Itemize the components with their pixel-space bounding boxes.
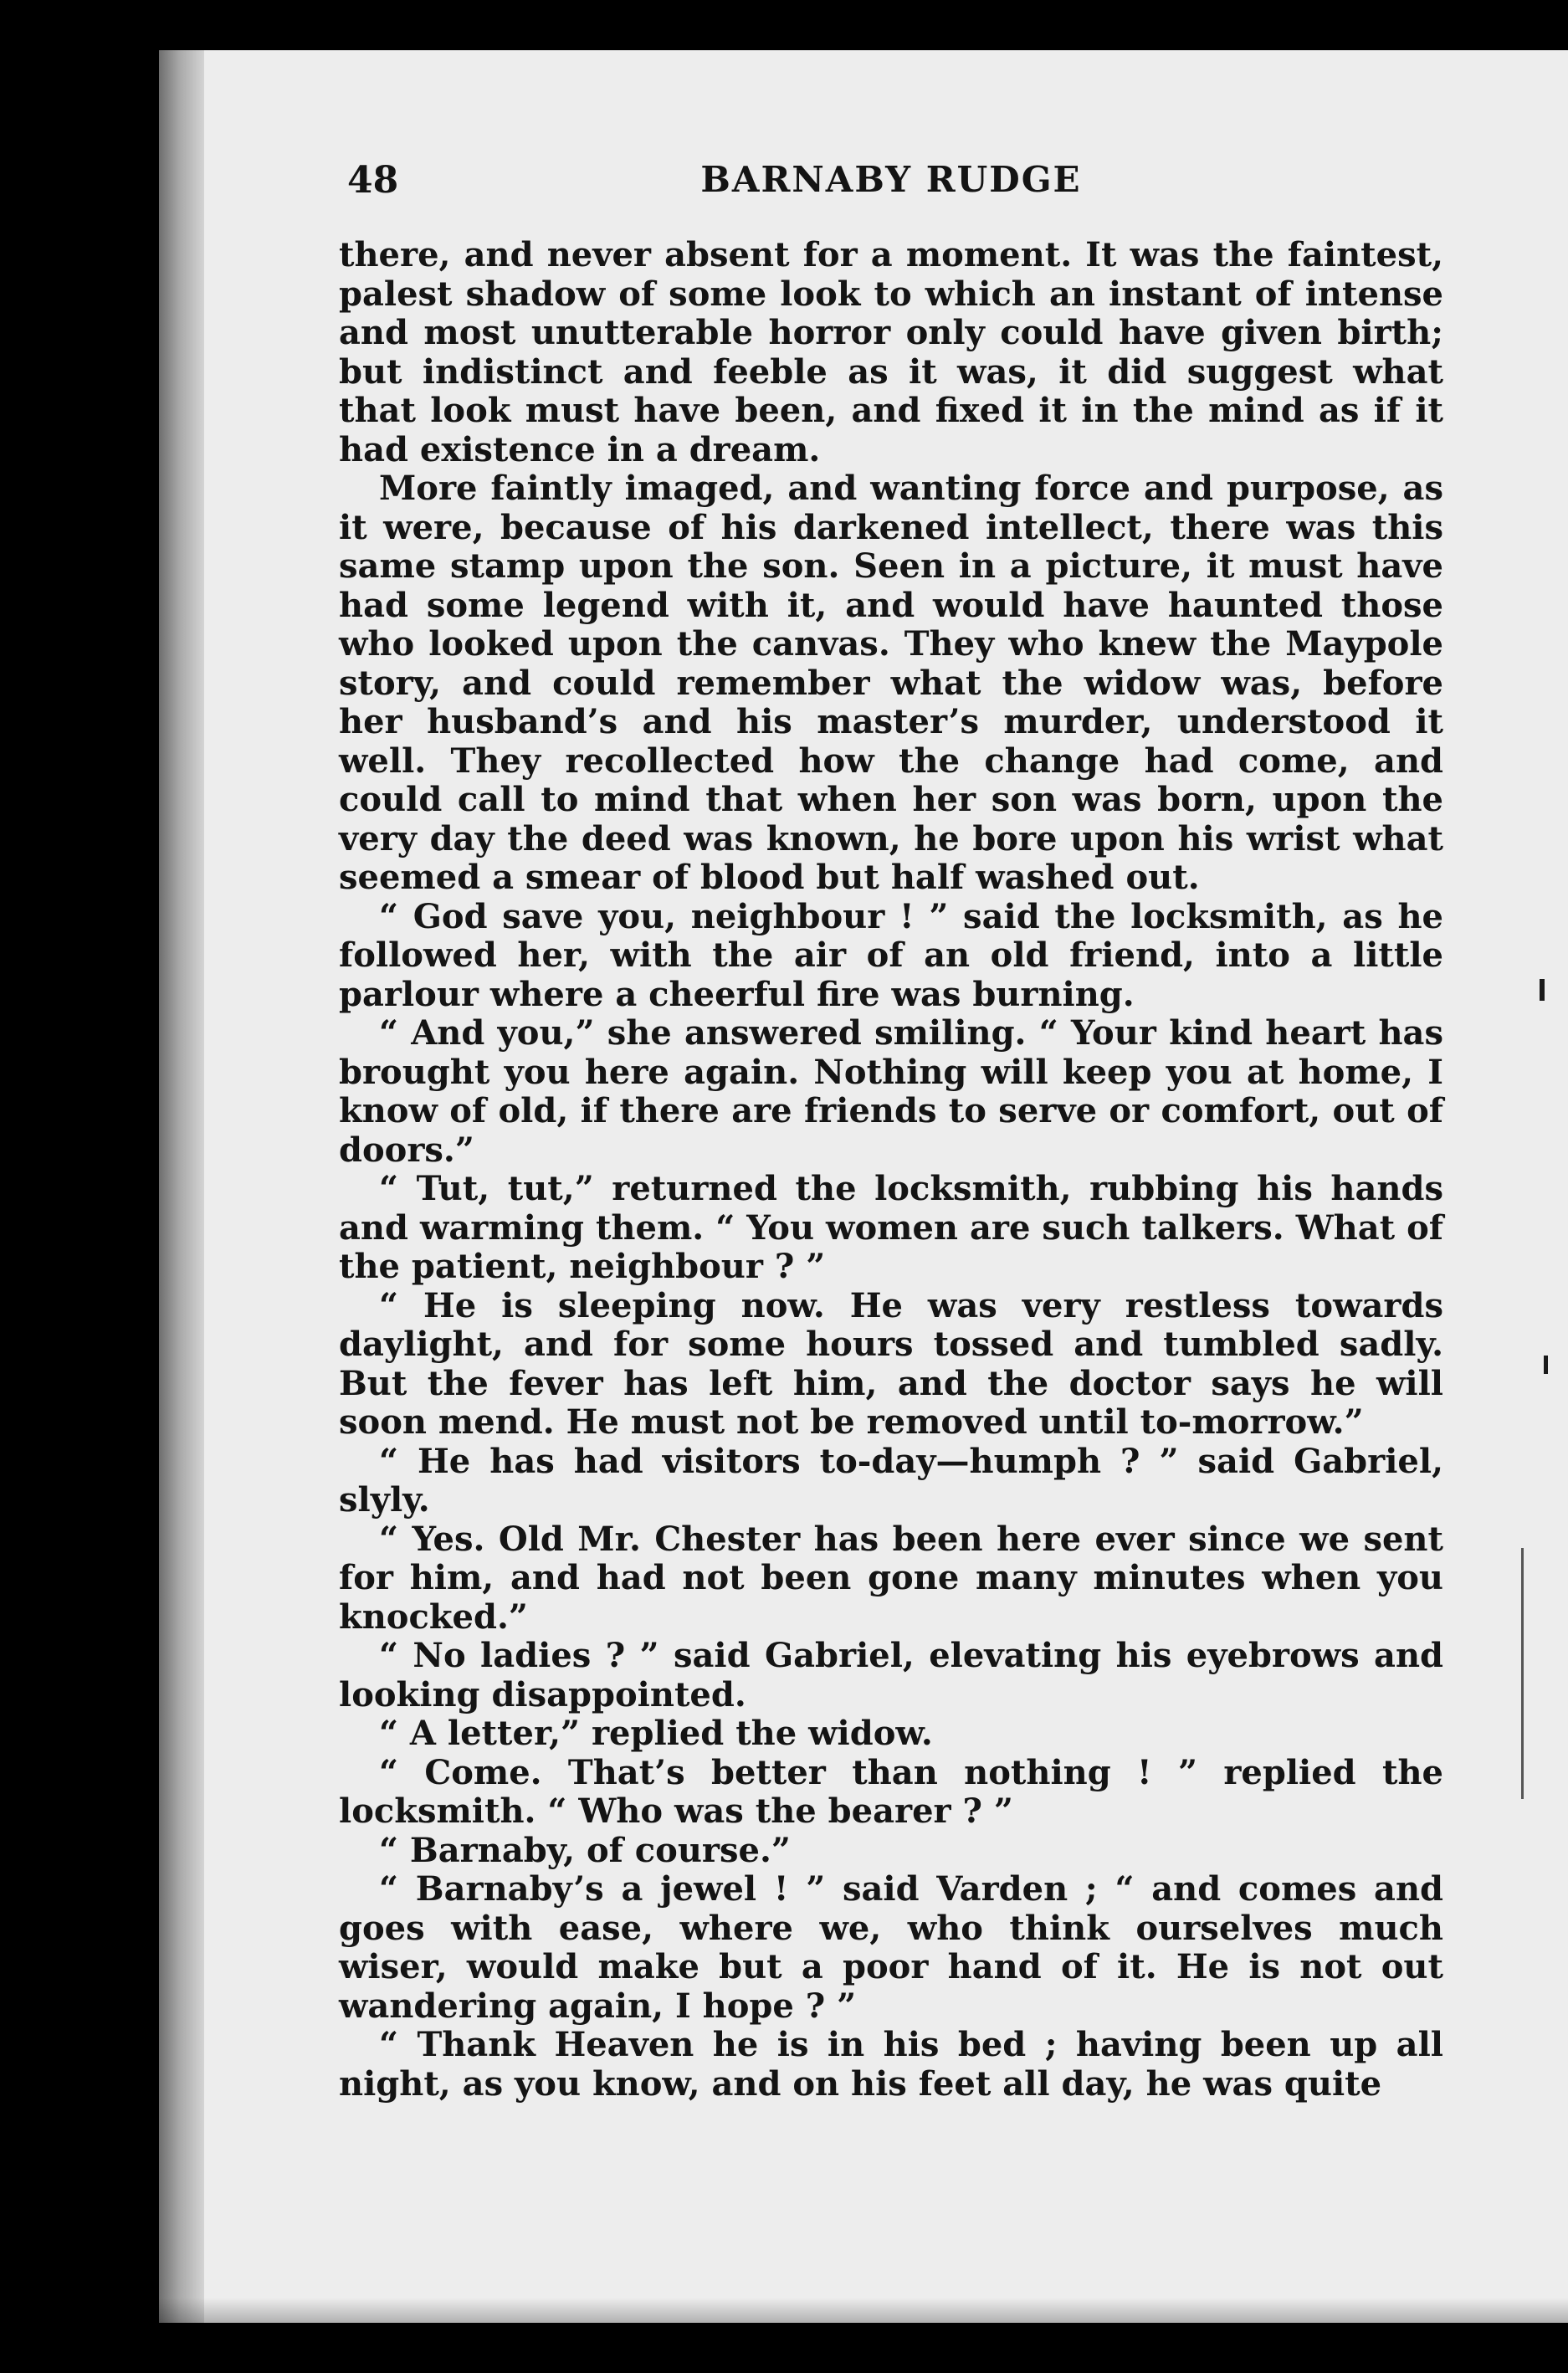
page-bottom-shadow <box>159 2298 1568 2323</box>
running-title: BARNABY RUDGE <box>700 159 1082 200</box>
paragraph: “ Barnaby’s a jewel ! ” said Varden ; “ and comes and goes with ease, where we, who think ourselves much wiser, would make but a poor hand of it. He is not out wandering again, I hope ? ” <box>339 1869 1443 2026</box>
scan-artifact-mark <box>1540 979 1545 1001</box>
paragraph: “ Yes. Old Mr. Chester has been here ever since we sent for him, and had not been gone many minutes when you knocked.” <box>339 1519 1443 1637</box>
paragraph: “ Thank Heaven he is in his bed ; having been up all night, as you know, and on his feet all day, he was quite <box>339 2025 1443 2104</box>
paragraph: there, and never absent for a moment. It was the faintest, palest shadow of some look to which an instant of intense and most unutterable horror only could have given birth; but indistinct and feeble as it was, it did suggest what that look must have been, and fixed it in the mind as if it had existence in a dream. <box>339 235 1443 469</box>
paragraph: “ Tut, tut,” returned the locksmith, rubbing his hands and warming them. “ You women are such talkers. What of the patient, neighbour ? ” <box>339 1169 1443 1286</box>
scan-artifact-mark <box>1521 1548 1524 1799</box>
paragraph: “ He is sleeping now. He was very restless towards daylight, and for some hours tossed and tumbled sadly. But the fever has left him, and the doctor says he will soon mend. He must not be removed until to-morrow.” <box>339 1285 1443 1442</box>
running-head <box>339 159 1443 218</box>
paragraph: “ And you,” she answered smiling. “ Your kind heart has brought you here again. Nothing will keep you at home, I know of old, if there are friends to serve or comfort, out of doors.” <box>339 1013 1443 1170</box>
paragraph: More faintly imaged, and wanting force and purpose, as it were, because of his darkened intellect, there was this same stamp upon the son. Seen in a picture, it must have had some legend with it, and would have haunted those who looked upon the canvas. They who knew the Maypole story, and could remember what the widow was, before her husband’s and his master’s murder, understood it well. They recollected how the change had come, and could call to mind that when her son was born, upon the very day the deed was known, he bore upon his wrist what seemed a smear of blood but half washed out. <box>339 469 1443 897</box>
scan-artifact-mark <box>1544 1356 1548 1374</box>
paragraph: “ He has had visitors to-day—humph ? ” said Gabriel, slyly. <box>339 1441 1443 1520</box>
paragraph: “ God save you, neighbour ! ” said the locksmith, as he followed her, with the air of an old friend, into a little parlour where a cheerful fire was burning. <box>339 896 1443 1014</box>
body-text <box>339 236 1443 2104</box>
paragraph: “ Come. That’s better than nothing ! ” replied the locksmith. “ Who was the bearer ? ” <box>339 1752 1443 1831</box>
paragraph: “ No ladies ? ” said Gabriel, elevating his eyebrows and looking disappointed. <box>339 1636 1443 1714</box>
paragraph: “ A letter,” replied the widow. <box>379 1714 933 1753</box>
book-binding-edge <box>159 50 204 2323</box>
book-page <box>159 50 1568 2323</box>
paragraph: “ Barnaby, of course.” <box>379 1830 791 1870</box>
page-number: 48 <box>347 159 399 202</box>
text-block <box>339 159 1443 2104</box>
